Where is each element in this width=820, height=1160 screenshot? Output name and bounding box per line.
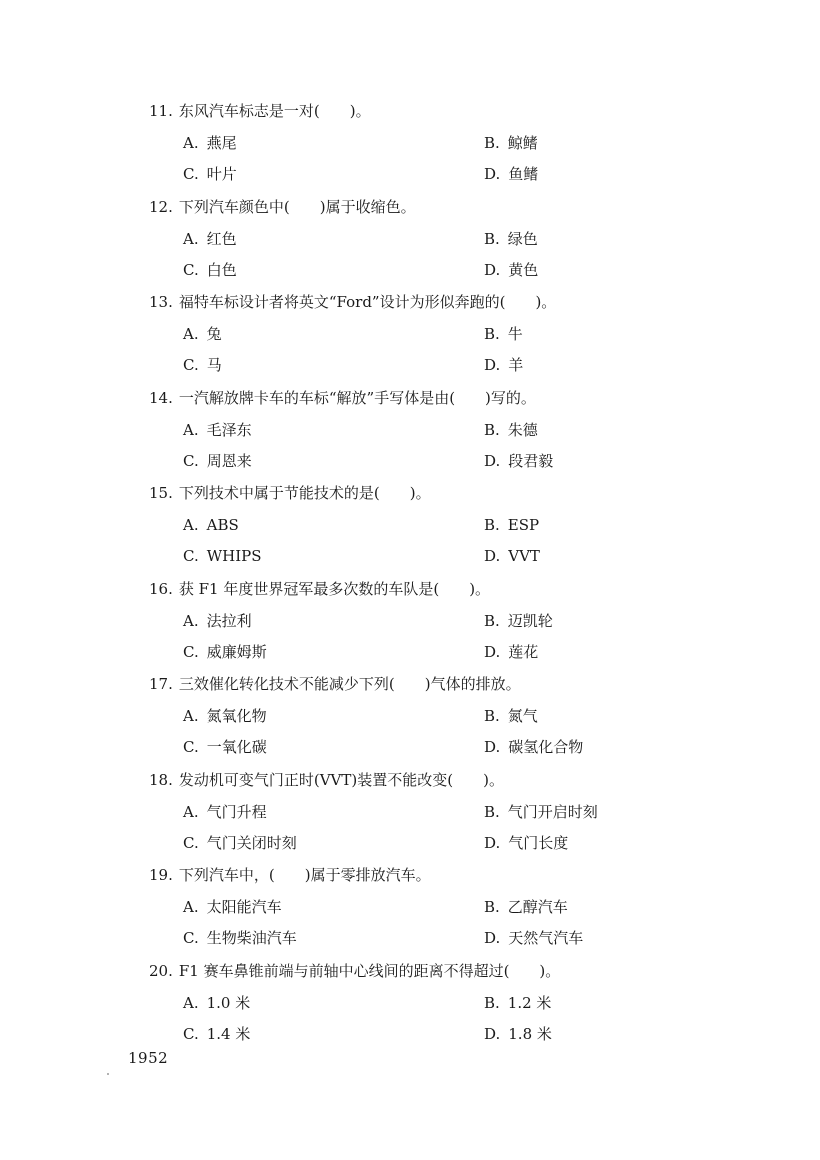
- question-block: [0, 765, 820, 861]
- answer-option: [183, 319, 222, 349]
- question-stem: [149, 96, 371, 126]
- option-key: B.: [484, 516, 500, 534]
- option-text: 红色: [206, 229, 237, 248]
- option-text: 黄色: [508, 260, 539, 279]
- answer-option: [183, 892, 282, 922]
- option-text: 牛: [507, 325, 523, 343]
- option-key: A.: [183, 898, 199, 916]
- answer-option: [183, 701, 267, 731]
- answer-option: [484, 541, 540, 571]
- answer-option: [183, 1019, 250, 1049]
- option-text: 迈凯轮: [507, 611, 553, 630]
- option-key: D.: [484, 451, 501, 470]
- answer-option: [484, 923, 583, 953]
- option-text: ESP: [507, 516, 540, 534]
- answer-option: [183, 128, 237, 158]
- option-key: C.: [183, 547, 199, 565]
- answer-option: [484, 510, 539, 540]
- answer-option: [183, 224, 237, 254]
- answer-option: [484, 732, 583, 762]
- answer-option: [484, 1019, 552, 1049]
- option-key: D.: [484, 260, 501, 279]
- option-key: C.: [183, 356, 199, 374]
- option-text: 法拉利: [206, 611, 252, 630]
- question-stem: [149, 383, 536, 413]
- option-text: 莲花: [508, 642, 539, 661]
- option-text: 氮气: [507, 707, 538, 725]
- answer-option: [183, 350, 222, 380]
- option-text: 毛泽东: [206, 420, 252, 439]
- question-block: [0, 860, 820, 956]
- question-number: 20.: [149, 961, 173, 980]
- question-text: 福特车标设计者将英文“Ford”设计为形似奔跑的( )。: [178, 293, 557, 311]
- option-text: WHIPS: [206, 547, 262, 565]
- option-text: 气门升程: [206, 802, 267, 821]
- answer-option: [183, 159, 237, 189]
- answer-option: [484, 606, 553, 636]
- answer-option: [484, 350, 523, 380]
- option-key: D.: [484, 1024, 501, 1043]
- answer-option: [183, 923, 297, 953]
- option-text: 一氧化碳: [206, 738, 267, 756]
- question-stem: [149, 478, 431, 508]
- answer-option: [183, 255, 237, 285]
- option-text: 威廉姆斯: [206, 642, 267, 661]
- answer-option: [484, 255, 538, 285]
- answer-option: [183, 415, 252, 445]
- option-text: 碳氢化合物: [508, 738, 584, 756]
- option-key: B.: [484, 134, 500, 152]
- answer-option: [484, 159, 538, 189]
- question-block: [0, 192, 820, 288]
- question-number: 18.: [149, 770, 173, 789]
- answer-option: [484, 446, 553, 476]
- option-text: 兔: [206, 325, 222, 343]
- option-key: C.: [183, 165, 199, 183]
- option-key: C.: [183, 1024, 199, 1043]
- option-text: 燕尾: [206, 134, 237, 152]
- question-list: [0, 96, 820, 1051]
- option-text: 段君毅: [508, 451, 554, 470]
- option-key: D.: [484, 738, 501, 756]
- question-text: 东风汽车标志是一对( )。: [178, 102, 371, 120]
- option-text: 氮氧化物: [206, 707, 267, 725]
- question-text: 下列技术中属于节能技术的是( )。: [178, 484, 431, 502]
- question-block: [0, 96, 820, 192]
- option-key: D.: [484, 929, 501, 947]
- question-block: [0, 956, 820, 1052]
- answer-option: [484, 319, 523, 349]
- scan-speck: [107, 1073, 109, 1075]
- option-key: B.: [484, 325, 500, 343]
- option-key: C.: [183, 260, 199, 279]
- question-number: 14.: [149, 388, 173, 407]
- answer-option: [484, 224, 538, 254]
- option-key: C.: [183, 642, 199, 661]
- question-stem: [149, 765, 504, 795]
- option-key: A.: [183, 229, 199, 248]
- option-text: 1.8 米: [508, 1024, 552, 1043]
- option-text: 周恩来: [206, 451, 252, 470]
- option-key: A.: [183, 420, 199, 439]
- option-key: D.: [484, 642, 501, 661]
- answer-option: [183, 988, 250, 1018]
- option-key: B.: [484, 993, 500, 1012]
- page-number: 1952: [128, 1049, 169, 1067]
- option-key: C.: [183, 833, 199, 852]
- answer-option: [484, 892, 568, 922]
- question-text: F1 赛车鼻锥前端与前轴中心线间的距离不得超过( )。: [178, 961, 561, 980]
- question-stem: [149, 192, 416, 222]
- option-text: 气门开启时刻: [507, 802, 598, 821]
- option-key: A.: [183, 707, 199, 725]
- option-key: B.: [484, 707, 500, 725]
- question-stem: [149, 956, 560, 986]
- answer-option: [183, 828, 297, 858]
- option-text: 鱼鳍: [508, 165, 539, 183]
- option-key: B.: [484, 229, 500, 248]
- option-key: C.: [183, 738, 199, 756]
- question-block: [0, 478, 820, 574]
- question-number: 12.: [149, 197, 173, 216]
- option-text: 乙醇汽车: [507, 898, 568, 916]
- question-block: [0, 287, 820, 383]
- question-number: 16.: [149, 579, 173, 598]
- question-block: [0, 574, 820, 670]
- answer-option: [484, 988, 551, 1018]
- option-text: 鲸鳍: [507, 134, 538, 152]
- answer-option: [484, 797, 598, 827]
- answer-option: [183, 732, 267, 762]
- answer-option: [183, 637, 267, 667]
- option-text: 叶片: [206, 165, 237, 183]
- option-key: A.: [183, 993, 199, 1012]
- option-text: 生物柴油汽车: [206, 929, 297, 947]
- question-text: 下列汽车中，( )属于零排放汽车。: [178, 866, 431, 884]
- option-text: 绿色: [507, 229, 538, 248]
- question-number: 11.: [149, 102, 173, 120]
- question-text: 三效催化转化技术不能减少下列( )气体的排放。: [178, 675, 521, 693]
- option-key: D.: [484, 356, 501, 374]
- option-text: 天然气汽车: [508, 929, 584, 947]
- option-key: D.: [484, 547, 501, 565]
- option-text: 1.0 米: [206, 993, 251, 1012]
- question-number: 15.: [149, 484, 173, 502]
- option-key: D.: [484, 833, 501, 852]
- option-text: 马: [206, 356, 222, 374]
- option-text: 气门关闭时刻: [206, 833, 297, 852]
- answer-option: [484, 415, 538, 445]
- option-text: 羊: [508, 356, 524, 374]
- option-text: VVT: [508, 547, 540, 565]
- option-text: 1.2 米: [507, 993, 552, 1012]
- option-key: C.: [183, 929, 199, 947]
- question-number: 13.: [149, 293, 173, 311]
- option-key: B.: [484, 898, 500, 916]
- option-key: C.: [183, 451, 199, 470]
- option-key: B.: [484, 802, 500, 821]
- option-key: A.: [183, 611, 199, 630]
- option-key: B.: [484, 420, 500, 439]
- answer-option: [484, 701, 538, 731]
- option-text: 气门长度: [508, 833, 569, 852]
- question-stem: [149, 860, 431, 890]
- question-number: 17.: [149, 675, 173, 693]
- option-text: ABS: [206, 516, 239, 534]
- question-number: 19.: [149, 866, 173, 884]
- answer-option: [484, 128, 538, 158]
- option-text: 太阳能汽车: [206, 898, 282, 916]
- answer-option: [183, 606, 252, 636]
- option-key: D.: [484, 165, 501, 183]
- option-key: A.: [183, 134, 199, 152]
- question-stem: [149, 574, 490, 604]
- option-text: 1.4 米: [206, 1024, 251, 1043]
- option-key: B.: [484, 611, 500, 630]
- question-text: 发动机可变气门正时(VVT)装置不能改变( )。: [178, 770, 504, 789]
- option-text: 白色: [206, 260, 237, 279]
- option-text: 朱德: [507, 420, 538, 439]
- option-key: A.: [183, 516, 199, 534]
- option-key: A.: [183, 325, 199, 343]
- question-stem: [149, 287, 556, 317]
- question-text: 获 F1 年度世界冠军最多次数的车队是( )。: [178, 579, 491, 598]
- question-block: [0, 383, 820, 479]
- answer-option: [183, 510, 239, 540]
- answer-option: [484, 828, 568, 858]
- question-text: 下列汽车颜色中( )属于收缩色。: [178, 197, 416, 216]
- question-stem: [149, 669, 521, 699]
- answer-option: [484, 637, 538, 667]
- answer-option: [183, 797, 267, 827]
- question-block: [0, 669, 820, 765]
- question-text: 一汽解放牌卡车的车标“解放”手写体是由( )写的。: [178, 388, 536, 407]
- answer-option: [183, 446, 252, 476]
- answer-option: [183, 541, 262, 571]
- option-key: A.: [183, 802, 199, 821]
